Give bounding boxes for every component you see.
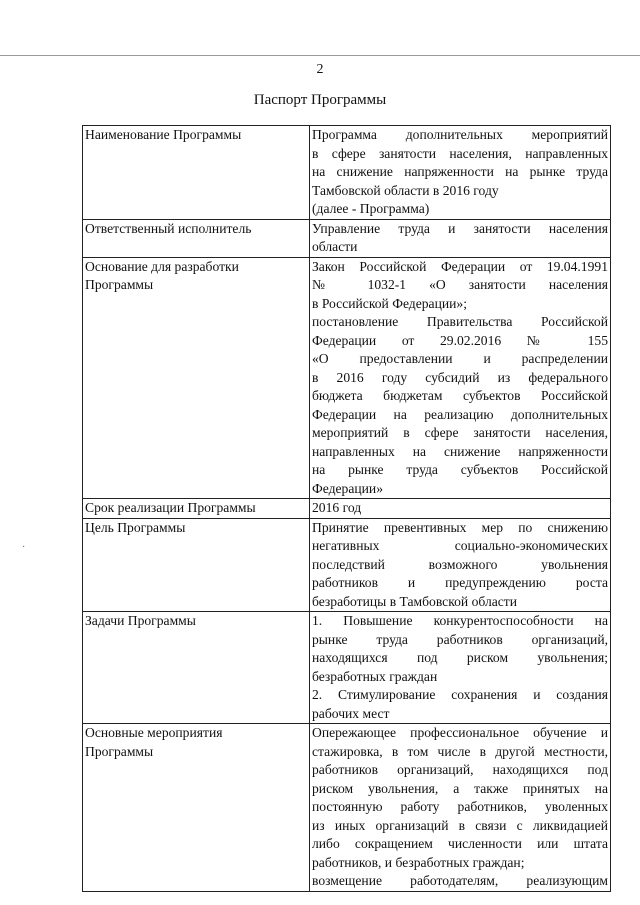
row-value-line: последствий возможного увольнения	[312, 556, 608, 572]
table-row	[83, 518, 611, 612]
row-value-line: работников, и безработных граждан;	[312, 854, 525, 870]
row-value-line: на снижение напряженности на рынке труда	[312, 164, 608, 179]
row-value-line: Опережающее профессиональное обучение и	[312, 725, 608, 740]
row-value-line: направленных на снижение напряженности	[312, 443, 608, 459]
row-value-line: постоянную работу работников, уволенных	[312, 799, 608, 814]
row-value-line: 2. Стимулирование сохранения и создания	[312, 687, 608, 702]
row-value-cell	[310, 219, 611, 257]
row-label-cell	[83, 499, 310, 519]
row-value-line: безработных граждан	[312, 668, 438, 684]
row-label-cell	[83, 257, 310, 499]
row-value-line: бюджета бюджетам субъектов Российской	[312, 388, 608, 403]
row-value-line: в Российской Федерации»;	[312, 295, 467, 311]
row-value-line: «О предоставлении и распределении	[312, 351, 608, 366]
page-number: 2	[316, 62, 324, 77]
table-row	[83, 257, 611, 499]
row-value-line: 1. Повышение конкурентоспособности на	[312, 613, 608, 628]
row-label-line: Наименование Программы	[85, 127, 242, 142]
row-label-cell	[83, 612, 310, 724]
row-value-line: работников и предупреждению роста	[312, 575, 608, 590]
row-value-line: постановление Правительства Российской	[312, 314, 608, 329]
row-value-line: находящихся под риском увольнения;	[312, 650, 608, 665]
row-value-line: на рынке труда субъектов Российской	[312, 462, 608, 477]
row-label-line: Основные мероприятия	[85, 725, 223, 740]
row-value-line: в сфере занятости населения, направленных	[312, 145, 608, 161]
row-value-cell	[310, 499, 611, 519]
row-value-line: Тамбовской области в 2016 году	[312, 182, 499, 198]
scan-speck: ·	[22, 542, 26, 553]
table-row	[83, 219, 611, 257]
row-value-cell	[310, 724, 611, 892]
row-value-line: негативных социально-экономических	[312, 538, 608, 553]
row-value-line: безработицы в Тамбовской области	[312, 593, 518, 609]
row-value-line: из иных организаций в связи с ликвидацией	[312, 817, 608, 833]
row-label-line: Цель Программы	[85, 519, 186, 535]
row-value-line: Управление труда и занятости населения	[312, 220, 608, 236]
row-value-line: Принятие превентивных мер по снижению	[312, 519, 608, 535]
row-value-cell	[310, 126, 611, 220]
row-label-line: Программы	[85, 277, 154, 292]
row-value-line: Закон Российской Федерации от 19.04.1991	[312, 258, 608, 274]
row-value-cell	[310, 612, 611, 724]
row-value-line: 2016 год	[312, 500, 362, 515]
table-row	[83, 499, 611, 519]
row-value-cell	[310, 518, 611, 612]
row-value-cell	[310, 257, 611, 499]
row-value-line: рынке труда работников организаций,	[312, 631, 608, 647]
row-value-line: Федерации»	[312, 480, 383, 496]
row-value-line: риском увольнения, а также принятых на	[312, 780, 608, 796]
row-value-line: Федерации на реализацию дополнительных	[312, 406, 608, 422]
row-value-line: № 1032-1 «О занятости населения	[312, 277, 608, 292]
row-value-line: работников организаций, находящихся под	[312, 762, 608, 777]
table-row	[83, 612, 611, 724]
row-value-line: стажировка, в том числе в другой местности,	[312, 743, 608, 759]
row-value-line: мероприятий в сфере занятости населения,	[312, 425, 608, 440]
table-row	[83, 126, 611, 220]
row-label-line: Основание для разработки	[85, 258, 239, 274]
row-label-line: Задачи Программы	[85, 613, 196, 628]
page-title: Паспорт Программы	[253, 92, 387, 108]
row-label-line: Срок реализации Программы	[85, 500, 256, 515]
passport-table	[82, 125, 611, 892]
row-value-line: возмещение работодателям, реализующим	[312, 873, 608, 888]
row-value-line: области	[312, 239, 358, 254]
page-top-rule	[0, 55, 640, 56]
row-label-line: Ответственный исполнитель	[85, 220, 252, 236]
row-value-line: Федерации от 29.02.2016 № 155	[312, 332, 608, 348]
row-value-line: Программа дополнительных мероприятий	[312, 127, 608, 142]
row-label-line: Программы	[85, 743, 154, 759]
row-value-line: рабочих мест	[312, 705, 390, 721]
table-row	[83, 724, 611, 892]
row-label-cell	[83, 724, 310, 892]
row-label-cell	[83, 518, 310, 612]
row-label-cell	[83, 126, 310, 220]
row-value-line: либо сокращением численности или штата	[312, 836, 608, 851]
row-label-cell	[83, 219, 310, 257]
row-value-line: (далее - Программа)	[312, 201, 430, 216]
row-value-line: в 2016 году субсидий из федерального	[312, 369, 608, 385]
